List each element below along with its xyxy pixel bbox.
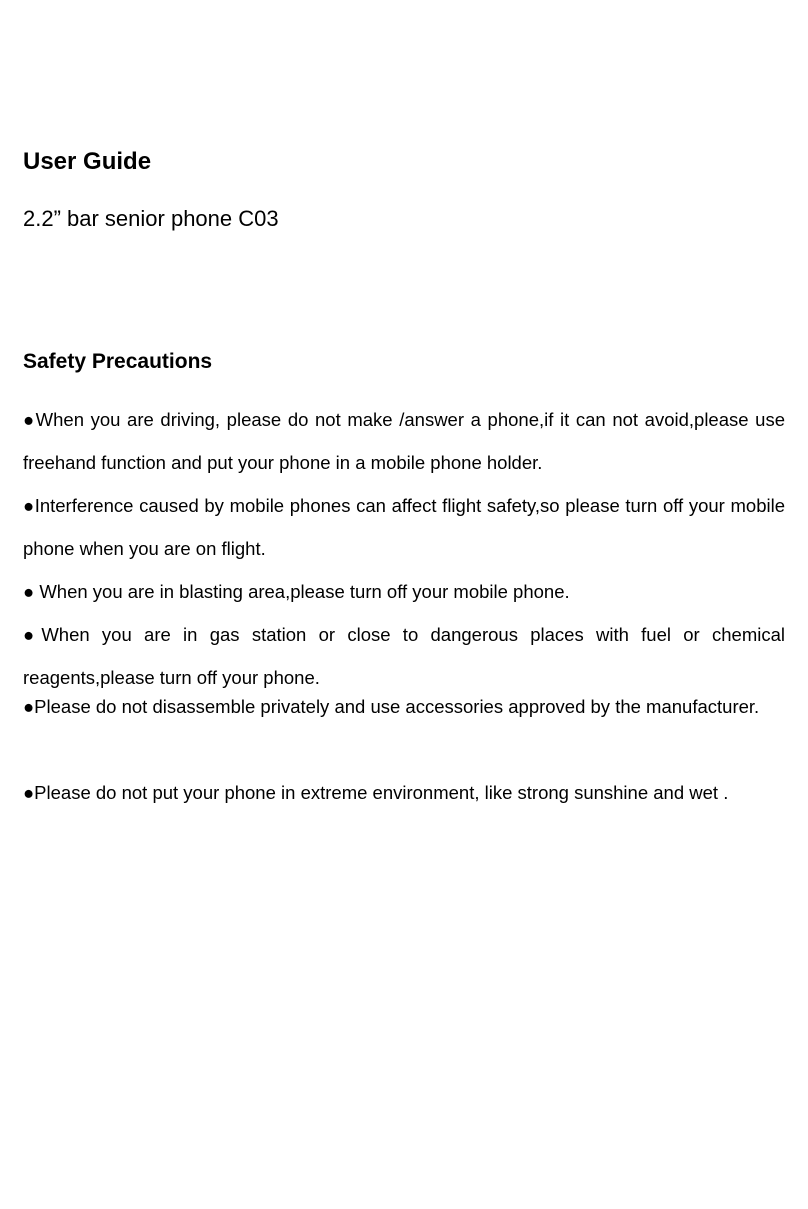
safety-item-driving: ●When you are driving, please do not make /answer a phone,if it can not avoid,please use freehand function and put your phone in a mobile phone holder. [23,409,785,473]
safety-item-gas-station: ●When you are in gas station or close to dangerous places with fuel or chemical reagents,please turn off your phone. [23,624,785,688]
section-heading-safety: Safety Precautions [23,350,213,373]
page-title: User Guide [23,148,152,175]
page-subtitle: 2.2” bar senior phone C03 [23,206,279,231]
safety-item-environment: ●Please do not put your phone in extreme environment, like strong sunshine and wet . [23,782,729,803]
safety-item-disassemble: ●Please do not disassemble privately and use accessories approved by the manufacturer. [23,696,760,717]
safety-item-blasting: ● When you are in blasting area,please turn off your mobile phone. [23,581,570,602]
safety-item-flight: ●Interference caused by mobile phones can affect flight safety,so please turn off your mobile phone when you are on flight. [23,495,785,559]
